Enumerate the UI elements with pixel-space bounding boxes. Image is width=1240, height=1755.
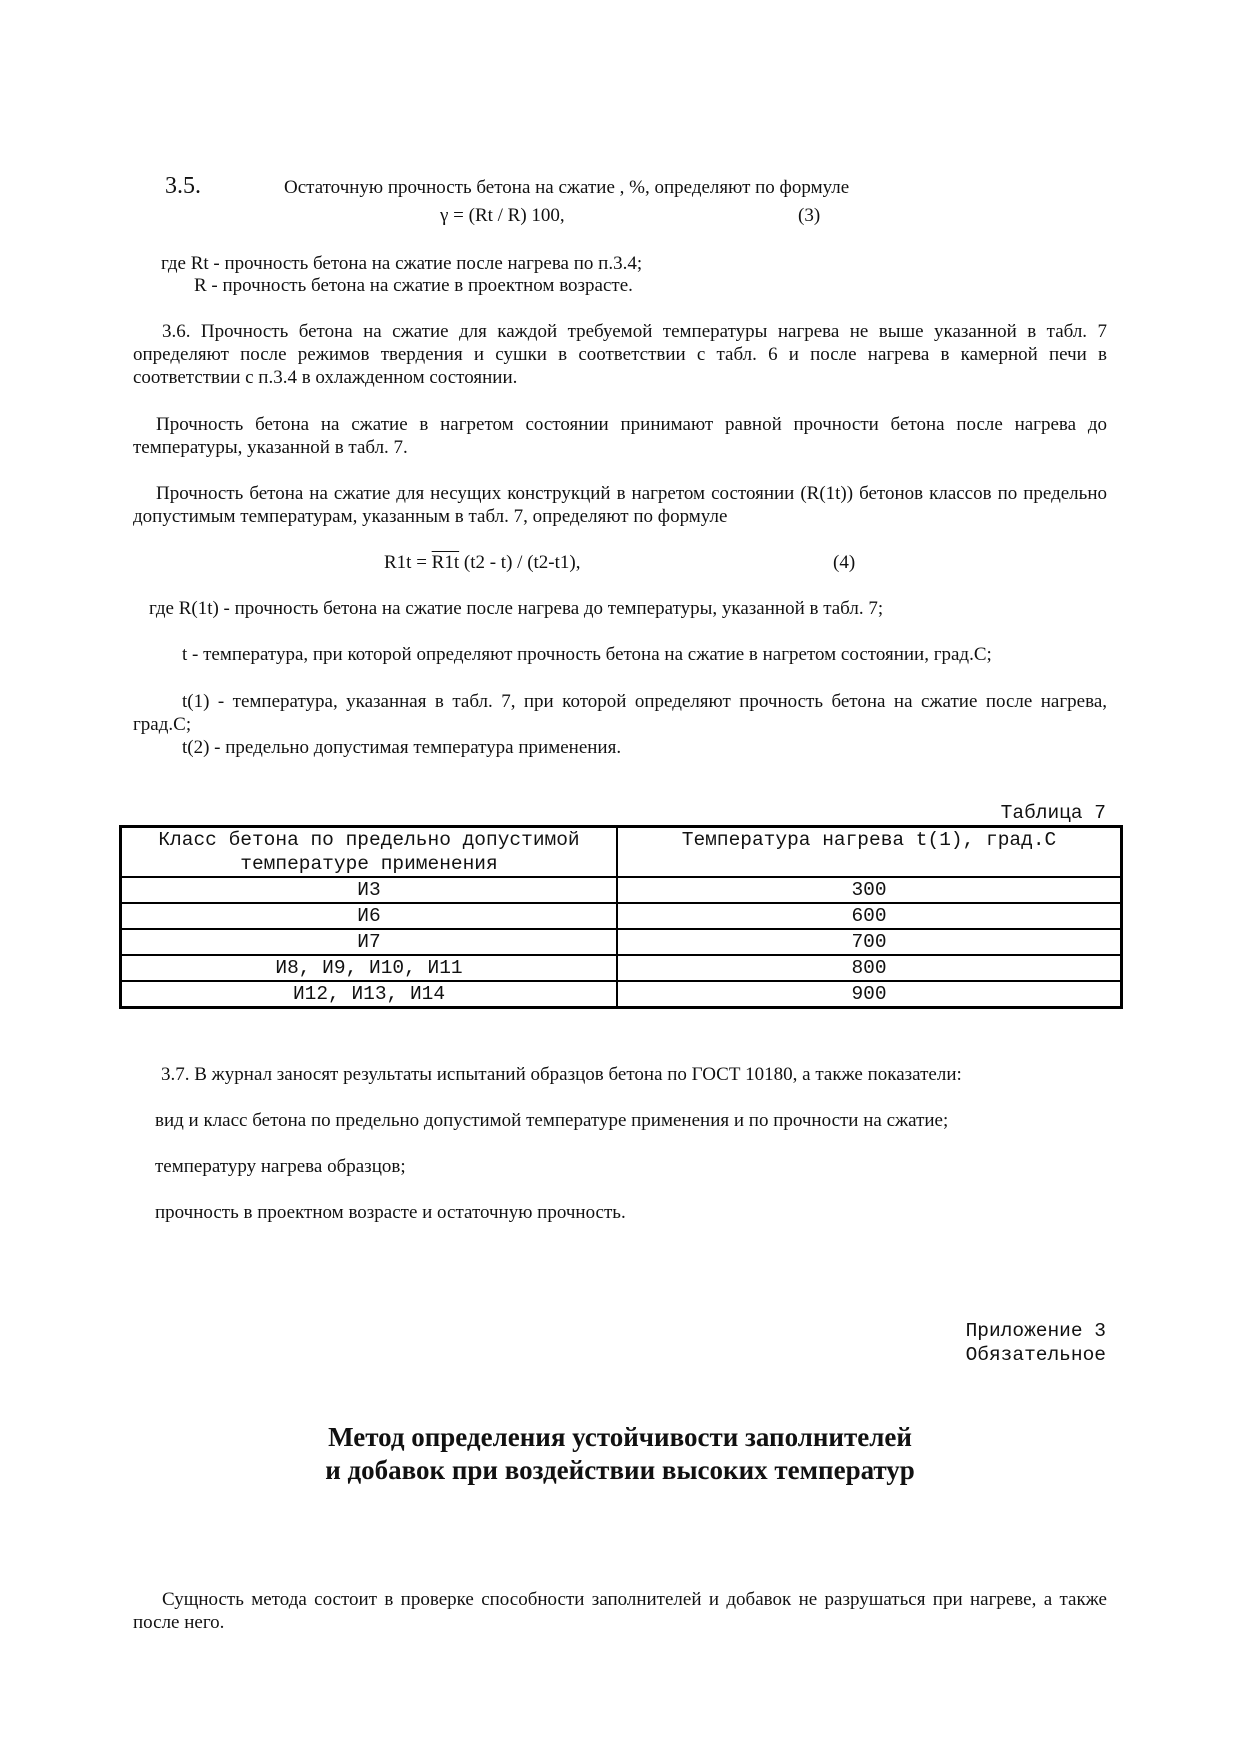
table-header-temperature: Температура нагрева t(1), град.С [617, 827, 1122, 878]
table-7 [119, 825, 1123, 1009]
table-cell-class: И6 [121, 903, 618, 929]
table-header-class: Класс бетона по предельно допустимой температуре применения [121, 827, 618, 878]
section-number-3-5: 3.5. [165, 173, 201, 199]
where-r1t: где R(1t) - прочность бетона на сжатие после нагрева до температуры, указанной в табл. 7; [149, 598, 884, 619]
table-cell-class: И12, И13, И14 [121, 981, 618, 1008]
section-3-7-paragraph: 3.7. В журнал заносят результаты испытаний образцов бетона по ГОСТ 10180, а также показатели: [161, 1064, 962, 1085]
table-cell-class: И7 [121, 929, 618, 955]
table-cell-temperature: 300 [617, 877, 1122, 903]
table-row [121, 929, 1122, 955]
where-t1: t(1) - температура, указанная в табл. 7, при которой определяют прочность бетона на сжатие после нагрева, град.С; [133, 691, 1107, 735]
table-row [121, 955, 1122, 981]
formula-4 [384, 551, 580, 574]
table-cell-temperature: 800 [617, 955, 1122, 981]
appendix-title-line-1: Метод определения устойчивости заполнителей [328, 1422, 912, 1452]
formula-4-left: R1t = [384, 552, 432, 573]
formula-4-overlined: R1t [431, 552, 460, 573]
formula-3: γ = (Rt / R) 100, [440, 205, 565, 226]
section-3-7-item-2: температуру нагрева образцов; [155, 1156, 406, 1177]
section-3-6-paragraph-3: Прочность бетона на сжатие для несущих конструкций в нагретом состоянии (R(1t)) бетонов классов по предельно допустимым температурам, указанным в табл. 7, определяют по формуле [133, 483, 1108, 527]
formula-4-number: (4) [833, 552, 856, 573]
table-cell-class: И3 [121, 877, 618, 903]
table-row [121, 877, 1122, 903]
table-header-row [121, 827, 1122, 878]
formula-4-right: (t2 - t) / (t2-t1), [459, 552, 581, 573]
table-cell-temperature: 600 [617, 903, 1122, 929]
section-3-7-item-1: вид и класс бетона по предельно допустимой температуре применения и по прочности на сжатие; [155, 1110, 949, 1131]
table-cell-temperature: 900 [617, 981, 1122, 1008]
table-row [121, 981, 1122, 1008]
table-7-caption: Таблица 7 [1000, 802, 1106, 824]
table-cell-class: И8, И9, И10, И11 [121, 955, 618, 981]
section-3-5-text: Остаточную прочность бетона на сжатие , %, определяют по формуле [284, 177, 850, 198]
where-r: R - прочность бетона на сжатие в проектном возрасте. [194, 275, 633, 296]
table-row [121, 903, 1122, 929]
where-t: t - температура, при которой определяют прочность бетона на сжатие в нагретом состоянии, град.С; [182, 644, 992, 665]
section-3-7-item-3: прочность в проектном возрасте и остаточную прочность. [155, 1202, 626, 1223]
appendix-paragraph-1: Сущность метода состоит в проверке способности заполнителей и добавок не разрушаться при нагреве, а также после него. [133, 1589, 1107, 1633]
appendix-title-line-2: и добавок при воздействии высоких температур [325, 1455, 915, 1485]
where-t2: t(2) - предельно допустимая температура применения. [182, 737, 622, 758]
section-3-6-paragraph-1: 3.6. Прочность бетона на сжатие для каждой требуемой температуры нагрева не выше указанной в табл. 7 определяют после режимов твердения и сушки в соответствии с табл. 6 и после нагрева в камерной печи в соответствии с п.3.4 в охлажденном состоянии. [133, 321, 1107, 388]
where-rt: где Rt - прочность бетона на сжатие после нагрева по п.3.4; [161, 253, 643, 274]
section-3-6-paragraph-2: Прочность бетона на сжатие в нагретом состоянии принимают равной прочности бетона после нагрева до температуры, указанной в табл. 7. [133, 414, 1107, 458]
appendix-label: Приложение 3 [965, 1320, 1106, 1342]
formula-3-number: (3) [798, 205, 821, 226]
table-cell-temperature: 700 [617, 929, 1122, 955]
appendix-mandatory-label: Обязательное [965, 1344, 1106, 1366]
